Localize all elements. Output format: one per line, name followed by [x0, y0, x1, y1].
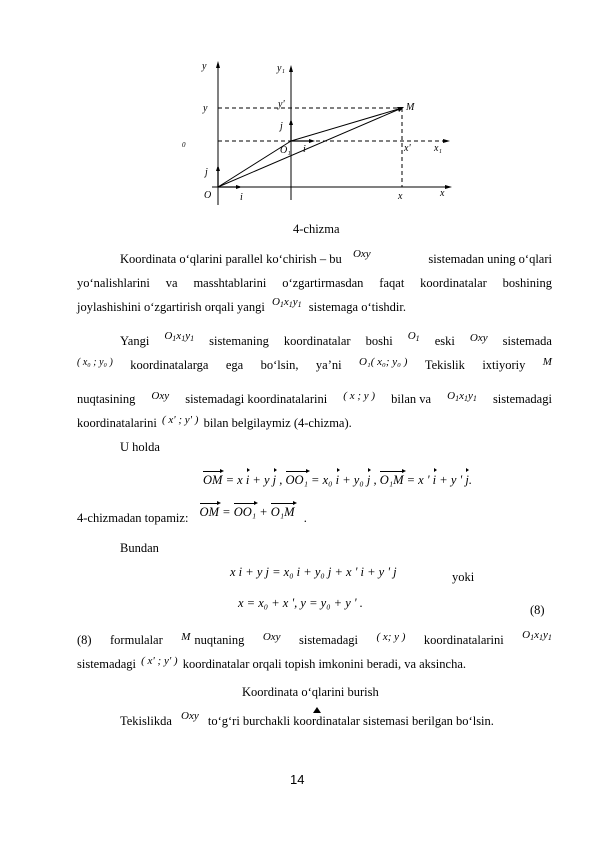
math-o1: $O_1$ — [407, 330, 420, 343]
p2-w16: bilan va — [391, 392, 432, 406]
arrow-x1 — [443, 139, 450, 143]
eq1-b: = x₀ — [307, 473, 333, 487]
label-j1: j — [280, 121, 283, 132]
p2-w7: koordinatalarga — [130, 358, 209, 372]
p2-w15: sistemadagi koordinatalarini — [185, 392, 328, 406]
eq1-c: = x ' — [403, 473, 430, 487]
label-x-prime: x' — [404, 143, 411, 154]
p2-w4: boshi — [365, 334, 393, 348]
p6-line2 — [77, 657, 466, 673]
p1-line2: yo‘nalishlarini va masshtablarini o‘zgartirmasdan faqat koordinatalar boshining — [77, 276, 552, 290]
p2-w14: nuqtasining — [77, 392, 136, 406]
math-o1x1y1-b: $O_1x_1y_1$ — [164, 330, 195, 343]
p6-w5: koordinatalarini — [423, 633, 504, 647]
p2-w2: sistemaning — [209, 334, 269, 348]
p2-w12: Tekislik — [424, 358, 465, 372]
p4-dot: . — [303, 511, 307, 525]
arrow-i1 — [309, 139, 315, 143]
page-number: 14 — [290, 772, 305, 787]
p5-bundan: Bundan — [120, 541, 159, 555]
p2-w13: ixtiyoriy — [482, 358, 526, 372]
p6-w4: sistemadagi — [298, 633, 358, 647]
eq1-j2: j — [366, 473, 371, 487]
label-zero: 0 — [182, 141, 186, 149]
p7-line — [120, 710, 494, 730]
eq1-comma: , — [276, 473, 286, 487]
eq1-i: i — [245, 473, 250, 487]
math-oxy-e: Oxy — [181, 710, 199, 722]
label-x-tick: x — [398, 191, 403, 202]
label-i1: i — [303, 144, 306, 155]
p4-line — [77, 505, 307, 526]
p4-label: 4-chizmadan topamiz: — [77, 511, 189, 525]
cursor-marker — [313, 707, 321, 713]
p2-line2 — [77, 358, 552, 374]
eq1-i2: i — [335, 473, 340, 487]
p7-b: to‘g‘ri burchakli koordinatalar sistemasi berilgan bo‘lsin. — [207, 714, 494, 728]
eq1-oo1: OO₁ — [285, 473, 308, 487]
eq1-om: OM — [203, 473, 223, 487]
arrow-j1 — [289, 119, 293, 125]
label-x: x — [440, 188, 445, 199]
equation-4: OM = OO₁ + O₁M — [199, 505, 295, 519]
eq2-yoki: yoki — [452, 570, 475, 584]
math-o1-eq: O₁( x₀; y₀ ) — [358, 356, 408, 368]
p2-w1: Yangi — [120, 334, 150, 348]
p6-line1 — [77, 629, 552, 651]
p6-m-group — [181, 633, 244, 649]
label-m: M — [406, 102, 415, 113]
p1-text-d: sistemaga o‘tishdir. — [308, 300, 407, 314]
math-oxy-d: Oxy — [262, 631, 281, 643]
p1-text-b: sistemadan uning o‘qlari — [428, 252, 552, 266]
equation-3: x = x₀ + x ', y = y₀ + y ' . — [238, 596, 363, 610]
label-i: i — [240, 192, 243, 203]
p2-line1 — [120, 330, 552, 352]
arrow-y — [216, 61, 220, 68]
p7-a: Tekislikda — [120, 714, 172, 728]
math-oxy-b: Oxy — [469, 332, 488, 344]
eq1-plus-b: + y₀ — [339, 473, 364, 487]
coordinate-figure — [170, 55, 460, 220]
label-y-tick: y — [203, 103, 208, 114]
label-y1: y₁ — [277, 63, 285, 74]
eq1-plus: + y — [249, 473, 270, 487]
p2-w8: ega — [225, 358, 244, 372]
arrow-x — [445, 185, 452, 189]
p2-w19: bilan belgilaymiz (4-chizma). — [203, 416, 352, 430]
eq1-i3: i — [432, 473, 437, 487]
math-xpyp: ( x' ; y' ) — [161, 414, 199, 426]
p2-w18: koordinatalarini — [77, 416, 157, 430]
p2-w10: ya’ni — [315, 358, 342, 372]
math-m-b: M — [181, 631, 191, 643]
eq1-j3: j — [465, 473, 469, 487]
math-o1x1y1: $O_1x_1y_1$ — [271, 296, 302, 309]
math-xy-b: ( x; y ) — [376, 631, 406, 643]
math-m: M — [542, 356, 552, 368]
math-oxy: Oxy — [352, 248, 371, 260]
label-y-prime: y' — [278, 99, 285, 110]
label-o: O — [204, 190, 212, 201]
arrow-j — [216, 165, 220, 171]
eq1-a: = x — [222, 473, 243, 487]
p6-w2: formulalar — [110, 633, 163, 647]
eq1-o1m: O₁M — [379, 473, 404, 487]
equation-1 — [203, 473, 472, 488]
p1-line1 — [120, 248, 552, 268]
p2-w3: koordinatalar — [283, 334, 351, 348]
equation-2: x i + y j = x₀ i + y₀ j + x ' i + y ' j — [230, 565, 397, 579]
vector-o1m — [291, 108, 402, 141]
p2-w6: sistemada — [502, 334, 552, 348]
p1-text-c: joylashishini o‘zgartirish orqali yangi — [77, 300, 265, 314]
label-o1: O₁ — [280, 145, 291, 156]
math-xy: ( x ; y ) — [343, 390, 376, 402]
eq1-j: j — [272, 473, 277, 487]
p1-text-a: Koordinata o‘qlarini parallel ko‘chirish – bu — [120, 252, 342, 266]
label-x1: x₁ — [434, 143, 442, 154]
label-y: y — [202, 61, 207, 72]
vector-om — [218, 108, 402, 187]
p2-w17: sistemadagi — [492, 392, 552, 406]
p2-w5: eski — [434, 334, 455, 348]
equation-number: (8) — [530, 603, 545, 617]
p3-uholda: U holda — [120, 440, 160, 454]
math-x0y0: ( x₀ ; y₀ ) — [77, 357, 113, 368]
p2-line3 — [77, 392, 552, 410]
p6-w1: (8) — [77, 633, 92, 647]
eq1-comma-b: , — [370, 473, 380, 487]
p6-l2b: koordinatalar orqali topish imkonini beradi, va aksincha. — [182, 657, 466, 671]
p2-w9: bo‘lsin, — [260, 358, 299, 372]
eq1-plus-c: + y ' — [436, 473, 463, 487]
math-xpyp-b: ( x' ; y' ) — [141, 655, 178, 667]
math-o1x1y1-c: $O_1x_1y_1$ — [447, 390, 477, 403]
p6-l2a: sistemadagi — [77, 657, 137, 671]
arrow-i — [236, 185, 242, 189]
math-o1x1y1-d: $O_1x_1y_1$ — [522, 629, 552, 642]
label-j: j — [205, 167, 208, 178]
section-heading: Koordinata o‘qlarini burish — [242, 685, 379, 699]
p1-line3 — [77, 296, 407, 318]
figure-caption: 4-chizma — [293, 222, 340, 236]
arrow-m — [397, 107, 404, 112]
math-oxy-c: Oxy — [151, 390, 170, 402]
arrow-y1 — [289, 65, 293, 72]
p6-w3: nuqtaning — [194, 633, 245, 647]
p2-line4 — [77, 416, 352, 432]
eq1-end: . — [468, 473, 472, 487]
